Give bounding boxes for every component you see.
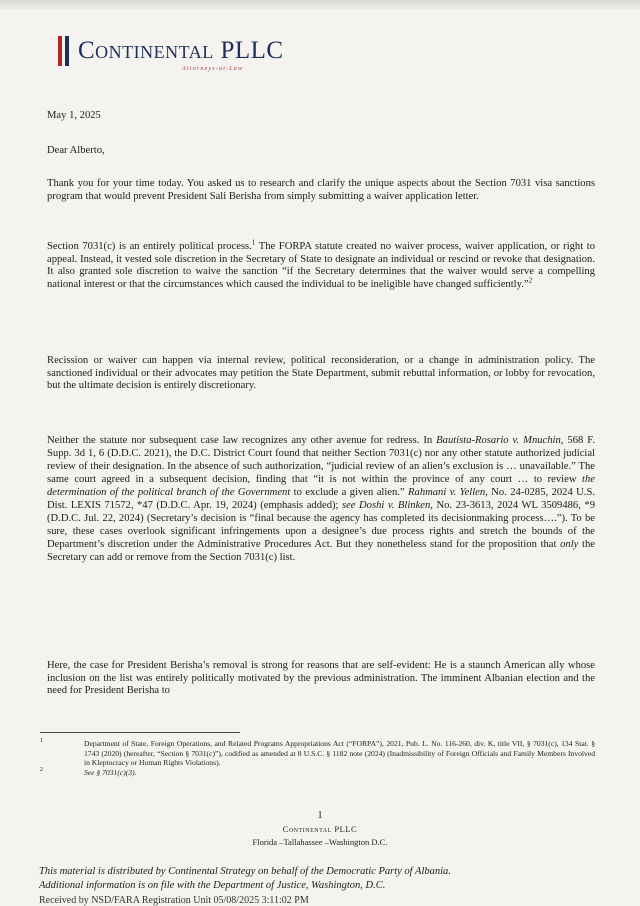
paragraph-4: Neither the statute nor subsequent case law recognizes any other avenue for redress. In Bautista-Rosario v. Mnuchin, 568 F. Supp. 3d 1, 6 (D.D.C. 2021), the D.C. District Court found that neither Section 7031(c) nor any other statute authorized judicial review of their designation. In the absence of such authorization, “judicial review of an alien’s exclusion is … unavailable.” The same court agreed in a subsequent decision, finding that “it is not within the province of any court … to review the determination of the political branch of the Government to exclude a given alien.” Rahmani v. Yellen, No. 24-0285, 2024 U.S. Dist. LEXIS 71572, *47 (D.D.C. Apr. 19, 2024) (emphasis added); see Doshi v. Blinken, No. 23-3613, 2024 WL 3509486, *9 (D.D.C. Jul. 22, 2024) (Secretary’s decision is “final because the agency has completed its decisionmaking process….”). To be sure, these cases overlook significant infringements upon a designee’s due process rights and stretch the bounds of the Department’s discretion under the Administrative Procedures Act. But they nonetheless stand for the proposition that only the Secretary can add or remove from the Section 7031(c) list. bbox=[47, 435, 595, 563]
quoted-emphasis: the determination of the political branch of the Government bbox=[47, 474, 595, 498]
case-citation: Rahmani v. Yellen bbox=[408, 487, 486, 498]
footer-firm-name: Continental PLLC bbox=[282, 824, 358, 834]
fara-disclosure-line-1: This material is distributed by Continental Strategy on behalf of the Democratic Party of Albania. bbox=[39, 866, 451, 877]
footnote-divider bbox=[40, 732, 240, 733]
fara-received-stamp: Received by NSD/FARA Registration Unit 05/08/2025 3:11:02 PM bbox=[39, 895, 309, 906]
letterhead-firm-name: Continental PLLC bbox=[78, 37, 284, 64]
letterhead-tagline: Attorneys-at-Law bbox=[182, 66, 244, 72]
paragraph-1: Thank you for your time today. You asked us to research and clarify the unique aspects about the Section 7031 visa sanctions program that would prevent President Sali Berisha from simply submitting a waiver application letter. bbox=[47, 178, 595, 202]
footer-office-locations: Florida –Tallahassee –Washington D.C. bbox=[252, 837, 388, 847]
fara-disclosure-line-2: Additional information is on file with the Department of Justice, Washington, D.C. bbox=[39, 880, 386, 891]
paragraph-2: Section 7031(c) is an entirely political process.$^1$ The FORPA statute created no waiver process, waiver application, or right to appeal. Instead, it vested sole discretion in the Secretary of State to designate an individual or rescind or revoke that designation. It also granted sole discretion to waive the sanction “if the Secretary determines that the waiver would serve a compelling national interest or that the circumstances which caused the individual to be ineligible have changed sufficiently.”$^2$ bbox=[47, 238, 596, 290]
letter-salutation: Dear Alberto, bbox=[47, 145, 105, 156]
paragraph-5: Here, the case for President Berisha’s removal is strong for reasons that are self-evident: He is a staunch American ally whose inclusion on the list was entirely politically motivated by the previous administration. The imminent Albanian election and the need for President Berisha to bbox=[47, 660, 595, 697]
footnote-2: 2 See § 7031(c)(3). bbox=[40, 766, 137, 777]
footnote-1: 1 Department of State, Foreign Operations, and Related Programs Appropriations Act (“FORPA”), 2021, Pub. L. No. 116-260, div. K, title VII, § 7031(c), 134 Stat. § 1743 (2020) (hereafter, “Section § 7031(c)”), codified as amended at 8 U.S.C. § 1182 note (2024) (Inadmissibility of Foreign Officials and Family Members Involved in Kleptocracy or Human Rights Violations). bbox=[40, 738, 595, 768]
footnote-ref-2: 2 bbox=[528, 276, 533, 285]
letterhead-logo bbox=[58, 30, 308, 82]
emphasis-only: only bbox=[560, 539, 579, 550]
letter-date: May 1, 2025 bbox=[47, 110, 101, 121]
paragraph-3: Recission or waiver can happen via internal review, political reconsideration, or a change in administration policy. The sanctioned individual or their advocates may petition the State Department, submit rebuttal information, or lobby for revocation, but the ultimate decision is entirely discretionary. bbox=[47, 355, 595, 392]
case-citation: Bautista-Rosario v. Mnuchin bbox=[436, 435, 561, 446]
footnote-ref-1: 1 bbox=[251, 238, 256, 247]
scan-top-edge bbox=[0, 0, 640, 10]
footnotes bbox=[40, 739, 595, 777]
case-citation: see Doshi v. Blinken bbox=[341, 500, 431, 511]
page-number: 1 bbox=[317, 810, 323, 821]
